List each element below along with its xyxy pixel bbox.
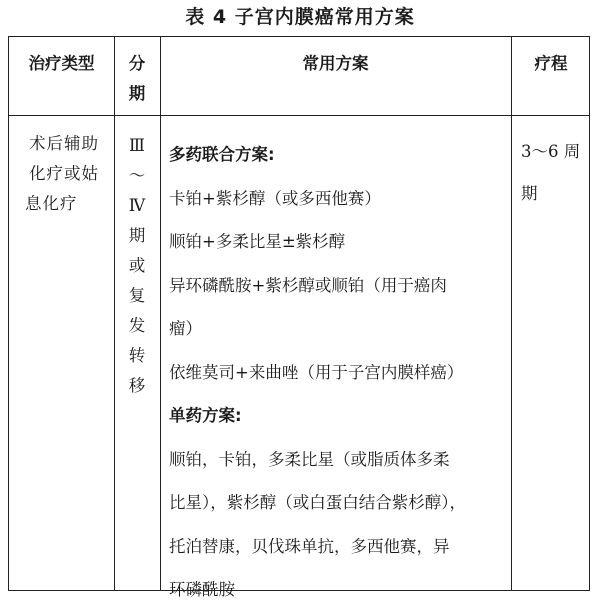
stage-char: 复: [128, 286, 146, 305]
header-stage: [114, 49, 160, 109]
stage-char: Ⅲ: [129, 136, 145, 155]
column-divider: [160, 37, 161, 590]
header-stage-char: 分: [128, 54, 146, 73]
regimen-line: 依维莫司+来曲唑（用于子宫内膜样癌）: [169, 362, 464, 382]
regimen-table: [8, 36, 590, 599]
header-regimen: 常用方案: [302, 54, 369, 73]
stage-char: 发: [128, 316, 146, 335]
regimen-line: 托泊替康，贝伐珠单抗，多西他赛，异: [169, 536, 450, 556]
column-divider: [511, 37, 512, 590]
treatment-type-line: 术后辅助: [29, 134, 99, 153]
regimen-cell: [169, 133, 509, 612]
stage-char: 或: [128, 256, 146, 275]
regimen-heading-combination: 多药联合方案:: [169, 145, 275, 164]
regimen-line: 顺铂，卡铂，多柔比星（或脂质体多柔: [169, 449, 450, 469]
stage-char: ～: [128, 166, 146, 185]
header-stage-char: 期: [128, 84, 146, 103]
header-divider: [9, 115, 589, 116]
course-line: 期: [521, 184, 538, 203]
regimen-heading-single-agent: 单药方案:: [169, 406, 242, 425]
stage-char: 移: [128, 376, 146, 395]
regimen-line: 比星），紫杉醇（或白蛋白结合紫杉醇），: [169, 493, 466, 512]
course-cell: [521, 131, 591, 215]
treatment-type-line: 息化疗: [25, 194, 78, 213]
course-line: 3～6 周: [521, 142, 581, 161]
stage-cell: [114, 131, 160, 401]
table-caption: 表 4 子宫内膜癌常用方案: [185, 6, 415, 28]
treatment-type-line: 化疗或姑: [29, 164, 99, 183]
header-course: 疗程: [534, 54, 568, 73]
regimen-line: 顺铂+多柔比星±紫杉醇: [169, 232, 346, 251]
stage-char: 期: [128, 226, 146, 245]
stage-char: Ⅳ: [128, 196, 146, 215]
regimen-line: 环磷酰胺: [169, 580, 235, 599]
treatment-type-cell: [19, 129, 109, 219]
header-treatment-type: 治疗类型: [28, 54, 95, 73]
stage-char: 转: [128, 346, 146, 365]
regimen-line: 异环磷酰胺+紫杉醇或顺铂（用于癌肉: [169, 275, 447, 295]
regimen-line: 瘤）: [169, 319, 202, 338]
regimen-line: 卡铂+紫杉醇（或多西他赛）: [169, 188, 381, 208]
